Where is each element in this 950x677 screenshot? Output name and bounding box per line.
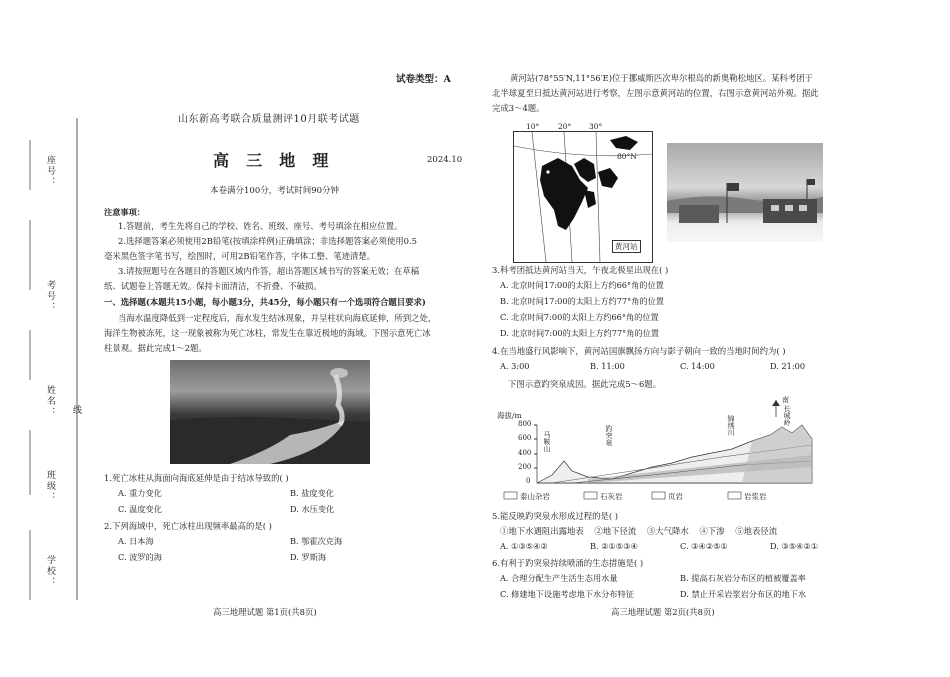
exam-type: 试卷类型：A: [396, 74, 451, 85]
question-3: 3.科考团抵达黄河站当天，午夜北极星出现在( ): [492, 265, 669, 275]
q3-option-b[interactable]: B. 北京时间17:00的太阳上方约77°角的位置: [500, 296, 664, 306]
fig-y-200: 200: [518, 463, 532, 471]
q5-option-a[interactable]: A. ①③⑤④②: [500, 541, 548, 551]
kaohao-label: 考号：: [45, 280, 55, 313]
footer-page-2: 高三地理试题 第2页(共8页): [611, 607, 715, 617]
passage-1c: 柱景观。据此完成1～2题。: [104, 343, 207, 353]
exam-header: 山东新高考联合质量测评10月联考试题: [178, 114, 360, 125]
q5-option-b[interactable]: B. ②①⑤③④: [590, 541, 638, 551]
legend-limestone: 石灰岩: [600, 492, 623, 501]
notice-2a: 2.选择题答案必须使用2B铅笔(按填涂样例)正确填涂；非选择题答案必须使用0.5: [118, 236, 417, 246]
q2-option-d[interactable]: D. 罗斯海: [290, 552, 327, 562]
q1-option-a[interactable]: A. 重力变化: [118, 488, 162, 498]
q3-option-c[interactable]: C. 北京时间7:00的太阳上方约66°角的位置: [500, 312, 659, 322]
map-lon-30: 30°: [589, 122, 603, 131]
exam-date: 2024.10: [427, 155, 463, 165]
q3-option-a[interactable]: A. 北京时间17:00的太阳上方约66°角的位置: [500, 280, 664, 290]
notice-3b: 纸、试题卷上答题无效。保持卡面清洁，不折叠、不破损。: [104, 281, 322, 291]
passage-2a: 黄河站(78°55′N,11°56′E)位于挪威斯匹次卑尔根岛的新奥勒松地区。某科考团于: [510, 73, 814, 83]
xingming-label: 姓名：: [45, 385, 55, 418]
notice-title: 注意事项：: [104, 207, 145, 217]
binding-strip: [0, 0, 92, 673]
legend-shale: 页岩: [668, 492, 683, 501]
yellow-river-station-photo: [667, 143, 823, 242]
fig-y-0: 0: [526, 477, 531, 485]
q2-option-b[interactable]: B. 鄂霍次克海: [290, 536, 343, 546]
fig-y-600: 600: [518, 434, 532, 442]
station-illustration: [667, 143, 823, 242]
map-lon-10: 10°: [526, 122, 540, 131]
notice-2b: 毫米黑色签字笔书写，绘图时，可用2B铅笔作答，字体工整、笔迹清楚。: [104, 251, 376, 261]
notice-3a: 3.请按照题号在各题目的答题区域内作答，超出答题区域书写的答案无效；在草稿: [118, 266, 420, 276]
map-lat-80n: 80°N: [617, 152, 637, 161]
passage-3: 下图示意趵突泉成因。据此完成5～6题。: [508, 379, 662, 389]
question-6: 6.有利于趵突泉持续喷涌的生态措施是( ): [492, 558, 644, 568]
q5-option-d[interactable]: D. ③⑤④②①: [770, 541, 819, 551]
notice-1: 1.答题前，考生先将自己的学校、姓名、班级、座号、考号填涂在相应位置。: [118, 221, 403, 231]
footer-page-1: 高三地理试题 第1页(共8页): [213, 607, 317, 617]
q6-option-c[interactable]: C. 修建地下设施考虑地下水分布特征: [500, 589, 634, 599]
q4-option-b[interactable]: B. 11:00: [590, 361, 625, 371]
legend-igneous: 岩浆岩: [744, 492, 767, 501]
map-lon-20: 20°: [558, 122, 572, 131]
question-4: 4.在当地盛行风影响下，黄河站国旗飘扬方向与影子朝向一致的当地时间约为( ): [492, 346, 786, 356]
q4-option-a[interactable]: A. 3:00: [500, 361, 530, 371]
passage-2c: 完成3～4题。: [492, 103, 545, 113]
death-icicle-illustration: [170, 360, 370, 464]
banji-label: 班级：: [45, 470, 55, 503]
fig-y-400: 400: [518, 449, 532, 457]
q5-steps: ①地下水遇阻出露地表 ②地下径流 ③大气降水 ④下渗 ⑤地表径流: [500, 526, 778, 536]
q3-option-d[interactable]: D. 北京时间7:00的太阳上方约77°角的位置: [500, 328, 660, 338]
fig-label-greatwall: 长城岭: [783, 405, 791, 426]
section-1-title: 一、选择题(本题共15小题，每小题3分，共45分，每小题只有一个选项符合题目要求): [104, 297, 426, 307]
fig-label-baotu: 趵突泉: [605, 425, 613, 446]
xian-label: 线: [71, 405, 81, 416]
q2-option-a[interactable]: A. 日本海: [118, 536, 154, 546]
q1-option-d[interactable]: D. 水压变化: [290, 504, 335, 514]
passage-1a: 当海水温度降低到一定程度后，海水发生结冰现象，并呈柱状向海底延伸，所到之处，: [118, 313, 437, 323]
fig-label-jinxiu: 锦绣川: [727, 415, 735, 436]
fig-label-south: 南: [782, 396, 789, 404]
q6-option-a[interactable]: A. 合理分配生产生活生态用水量: [500, 573, 618, 583]
xuexiao-label: 学校：: [45, 555, 55, 588]
q4-option-c[interactable]: C. 14:00: [680, 361, 715, 371]
fig-y-axis-label: 海拔/m: [497, 411, 522, 420]
q1-option-b[interactable]: B. 盐度变化: [290, 488, 334, 498]
q4-option-d[interactable]: D. 21:00: [770, 361, 806, 371]
page-title: 高 三 地 理: [213, 151, 331, 170]
fig-y-800: 800: [518, 420, 532, 428]
question-5: 5.能反映趵突泉水形成过程的是( ): [492, 511, 619, 521]
baotu-spring-figure: [492, 395, 828, 505]
map-station-label: 黄河站: [612, 240, 641, 253]
svalbard-map: [513, 131, 653, 263]
passage-1b: 海洋生物被冻死，这一现象被称为死亡冰柱，常发生在靠近极地的海域。下图示意死亡冰: [104, 328, 431, 338]
question-1: 1.死亡冰柱从海面向海底延伸是由于结冰导致的( ): [104, 473, 289, 483]
q1-option-c[interactable]: C. 温度变化: [118, 504, 162, 514]
q2-option-c[interactable]: C. 波罗的海: [118, 552, 162, 562]
exam-info: 本卷满分100分，考试时间90分钟: [210, 186, 340, 196]
passage-2b: 北半球夏至日抵达黄河站进行考察，左图示意黄河站的位置，右图示意黄河站外观。据此: [492, 88, 819, 98]
legend-taishan: 泰山杂岩: [520, 492, 550, 501]
death-icicle-photo: [170, 360, 370, 464]
q6-option-d[interactable]: D. 禁止开采岩浆岩分布区的地下水: [680, 589, 807, 599]
zuohao-label: 座号：: [45, 155, 55, 188]
fig-label-mashan: 马鞍山: [543, 431, 551, 452]
question-2: 2.下列海域中，死亡冰柱出现频率最高的是( ): [104, 521, 272, 531]
q5-option-c[interactable]: C. ③④②⑤①: [680, 541, 728, 551]
q6-option-b[interactable]: B. 提高石灰岩分布区的植被覆盖率: [680, 573, 806, 583]
